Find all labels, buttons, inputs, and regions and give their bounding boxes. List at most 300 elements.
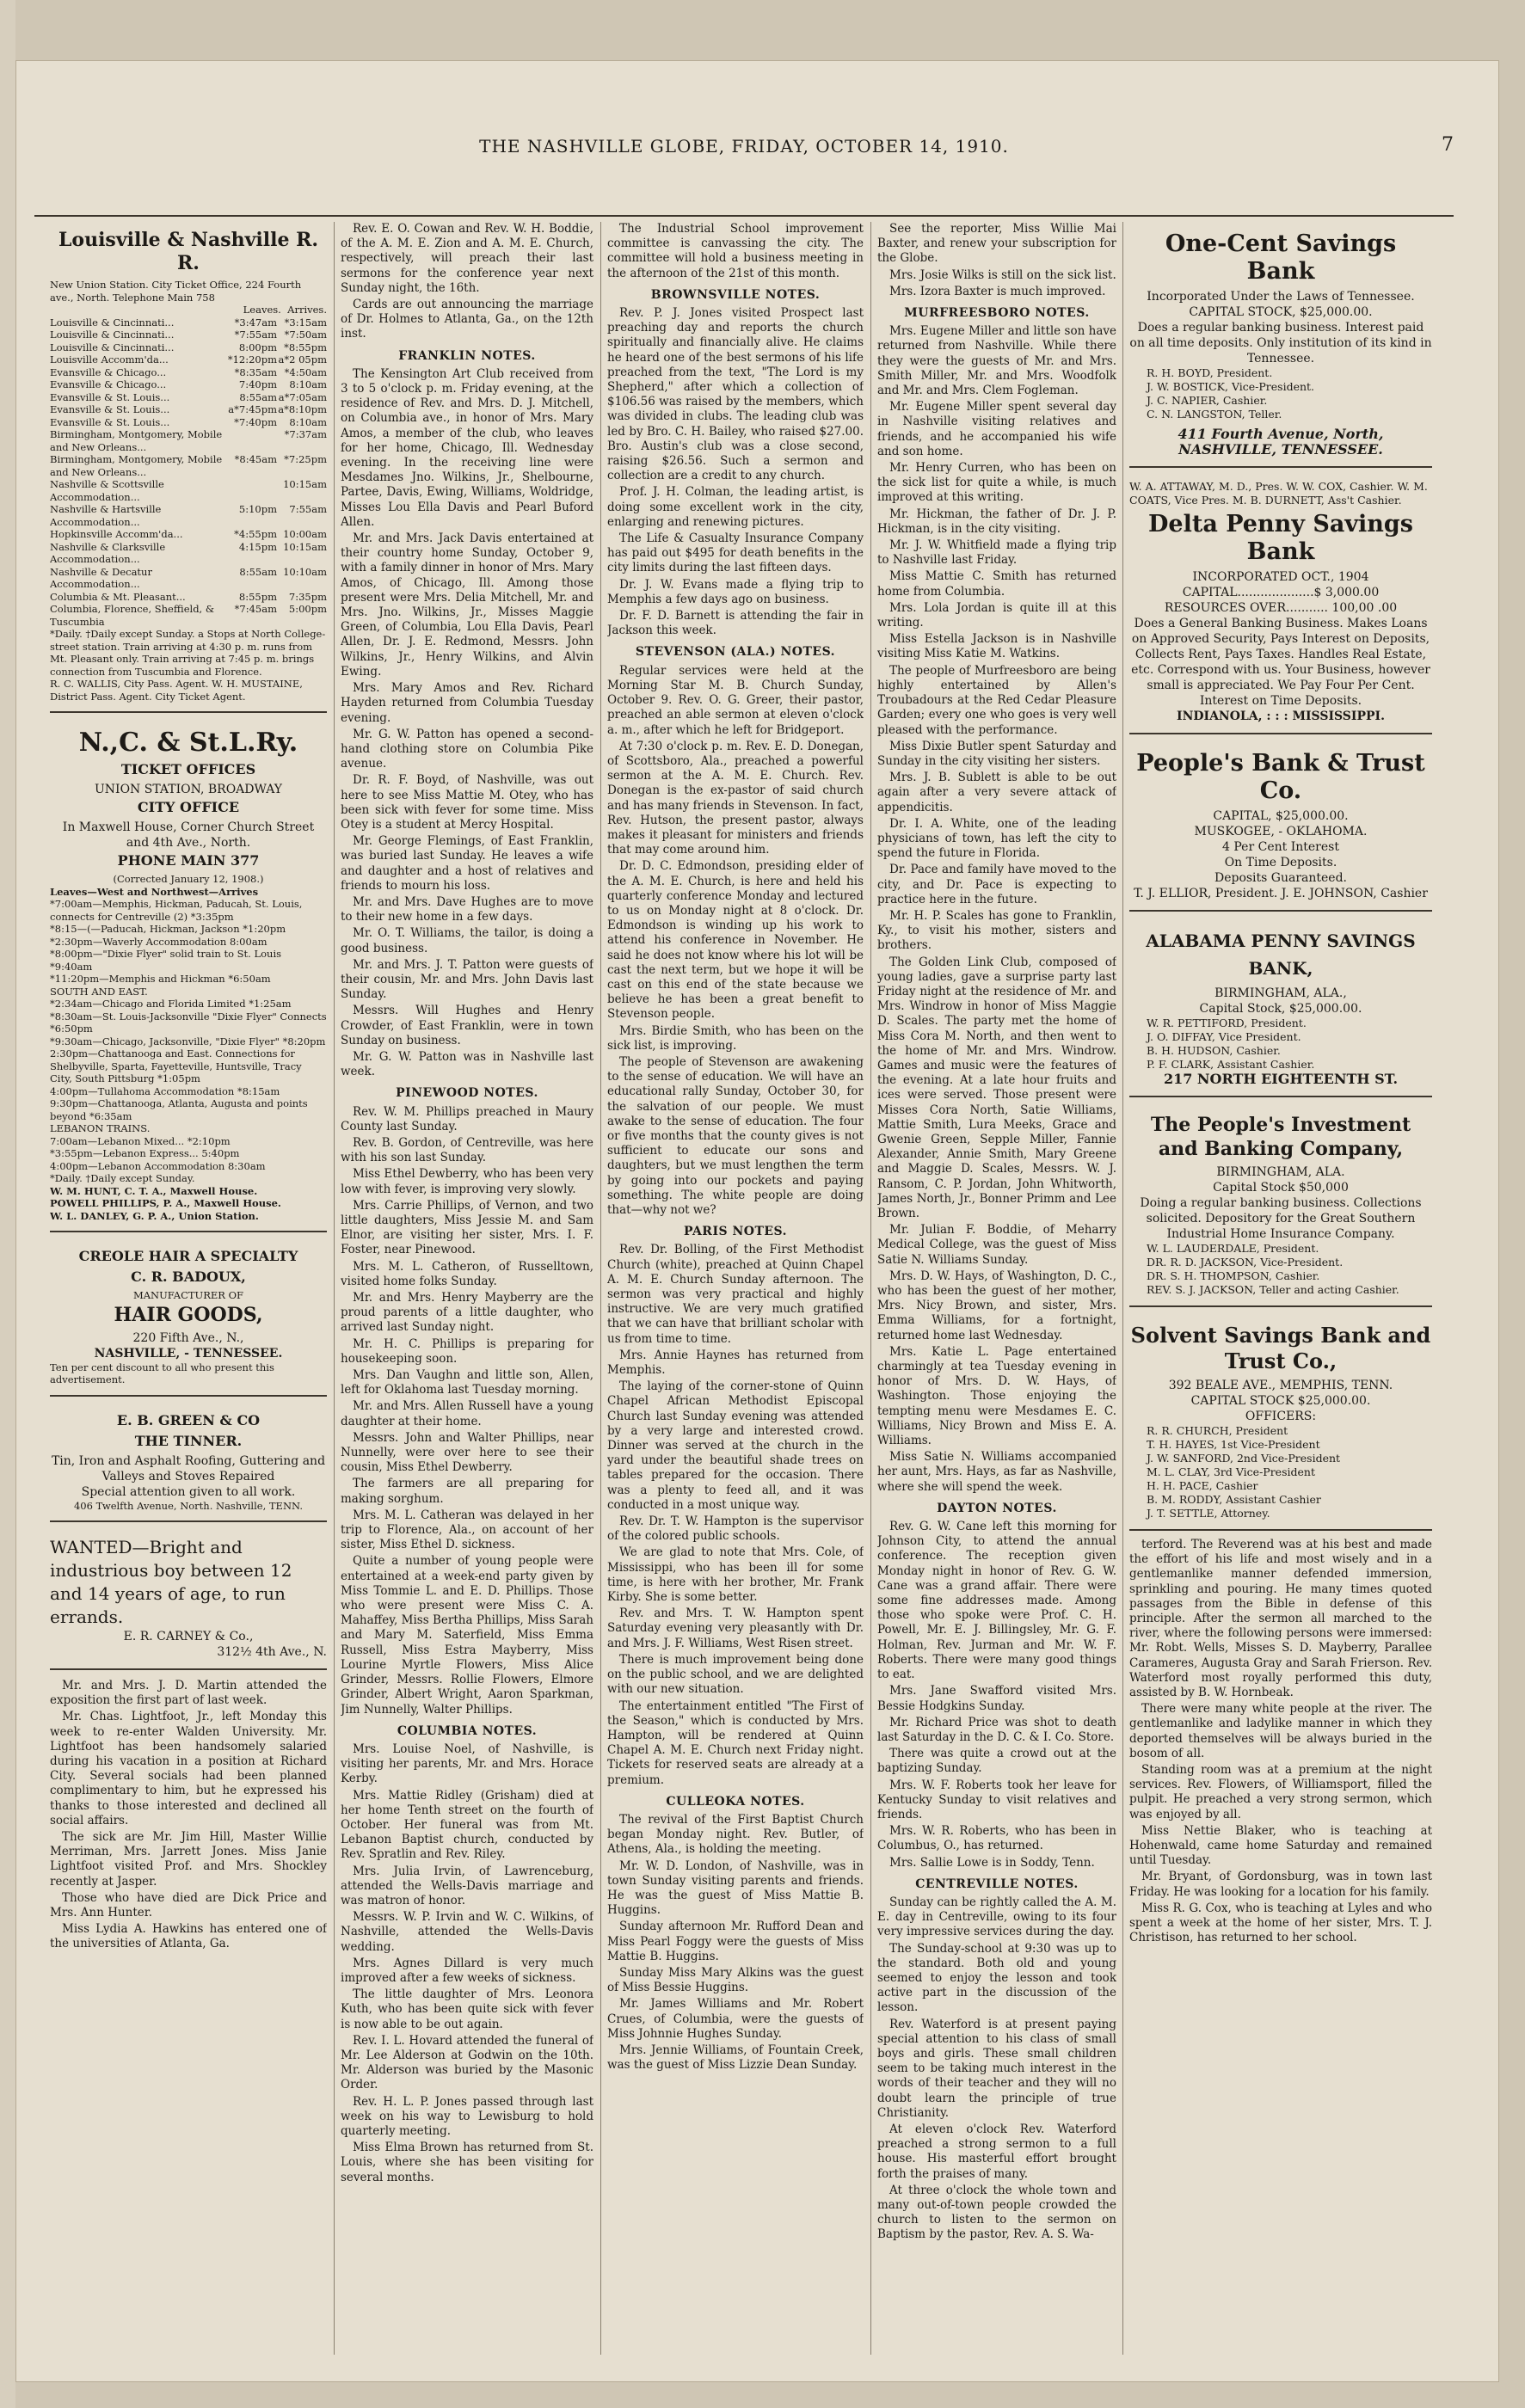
bank2-name: Delta Penny Savings Bank — [1148, 511, 1413, 565]
time: 4:15pm — [238, 540, 277, 553]
paragraph: Mr. Chas. Lightfoot, Jr., left Monday this week to re-enter Walden University. Mr. Lightfoot has been handsomely salaried during his vacation in a position at Richard City. Several socials had been planned complimentary to him, but he expressed his thanks to those interested and declined all social affairs. — [50, 1710, 327, 1828]
ln-table-head: Leaves. Arrives. — [243, 304, 327, 316]
paragraph: Incorporated Under the Laws of Tennessee. — [1147, 290, 1415, 304]
column-divider — [1122, 222, 1123, 2355]
route-name: Nashville & Clarksville Accommodation... — [50, 540, 166, 565]
paragraph: C. N. LANGSTON, Teller. — [1147, 408, 1282, 421]
green-line-5: 406 Twelfth Avenue, North. Nashville, TENN. — [73, 1499, 303, 1512]
murfreesboro-notes — [877, 324, 1116, 1495]
paragraph: Rev. Waterford is at present paying special attention to his class of small boys and girls. These small children seem to be taking much interest in the words of their teacher and they will no doubt learn the principle of true Christianity. — [877, 2017, 1116, 2120]
column-5 — [1129, 222, 1432, 2350]
col4-top-news — [877, 222, 1116, 299]
wanted-text: WANTED—Bright and industrious boy between 12 and 14 years of age, to run errands. — [50, 1537, 292, 1627]
paragraph: Prof. J. H. Colman, the leading artist, is doing some excellent work in the city, enlarging and renewing pictures. — [607, 485, 864, 529]
timetable-row: 4:00pm—Lebanon Accommodation 8:30am — [50, 1159, 266, 1172]
pinewood-heading: PINEWOOD NOTES. — [396, 1086, 538, 1101]
paragraph: Miss Estella Jackson is in Nashville visiting Miss Katie M. Watkins. — [877, 632, 1116, 661]
timetable-row — [50, 566, 327, 591]
paragraph: Doing a regular banking business. Collections solicited. Depository for the Great Southern Industrial Home Insurance Company. — [1140, 1196, 1422, 1241]
nc-phone: PHONE MAIN 377 — [117, 852, 260, 869]
green-line-4: Special attention given to all work. — [81, 1484, 296, 1499]
paragraph: Mrs. Agnes Dillard is very much improved after a few weeks of sickness. — [341, 1956, 593, 1985]
route-name: Louisville Accomm'da... — [50, 353, 169, 366]
paragraph: Rev. H. L. P. Jones passed through last week on his way to Lewisburg to hold quarterly meeting. — [341, 2094, 593, 2138]
column-1 — [50, 222, 327, 2350]
masthead — [34, 129, 1454, 163]
timetable-row — [50, 391, 327, 404]
paragraph: Mrs. Louise Noel, of Nashville, is visiting her parents, Mr. and Mrs. Horace Kerby. — [341, 1742, 593, 1786]
paragraph: BIRMINGHAM, ALA. — [1216, 1165, 1345, 1179]
time: *7:40pm — [234, 415, 277, 428]
time: 10:10am — [283, 565, 327, 578]
route-name: Nashville & Scottsville Accommodation... — [50, 478, 164, 503]
timetable-row — [50, 503, 327, 528]
nc-corrected: (Corrected January 12, 1908.) — [113, 873, 264, 885]
paragraph: Mrs. Katie L. Page entertained charmingly at tea Tuesday evening in honor of Mrs. D. W. Hays, of Washington. Those enjoying the tempting menu were Mesdames E. C. Williams, Nicy Brown and Miss E. A. Williams. — [877, 1344, 1116, 1448]
time: 8:55am — [239, 565, 277, 578]
paragraph: H. H. PACE, Cashier — [1147, 1479, 1258, 1492]
paragraph: Mrs. J. B. Sublett is able to be out again after a very severe attack of appendicitis. — [877, 771, 1116, 814]
paragraph: DR. R. D. JACKSON, Vice-President. — [1147, 1256, 1344, 1268]
paragraph: Mr. H. P. Scales has gone to Franklin, Ky., to visit his mother, sisters and brothers. — [877, 908, 1116, 953]
route-name: Evansville & St. Louis... — [50, 390, 170, 403]
nc-sub4: In Maxwell House, Corner Church Street and 4th Ave., North. — [62, 820, 315, 850]
timetable-row: *9:30am—Chicago, Jacksonville, "Dixie Flyer" *8:20pm — [50, 1035, 326, 1047]
route-name: Columbia & Mt. Pleasant... — [50, 590, 186, 603]
paragraph: Sunday Miss Mary Alkins was the guest of Miss Bessie Huggins. — [607, 1965, 864, 1995]
murfreesboro-heading: MURFREESBORO NOTES. — [904, 306, 1090, 321]
paragraph: R. H. BOYD, President. — [1147, 366, 1273, 379]
green-line-1: E. B. GREEN & CO — [116, 1411, 261, 1428]
paragraph: REV. S. J. JACKSON, Teller and acting Cashier. — [1147, 1283, 1399, 1296]
paragraph: Rev. and Mrs. T. W. Hampton spent Saturday evening very pleasantly with Dr. and Mrs. J. F. Williams, West Risen street. — [607, 1606, 864, 1650]
paragraph: Sunday can be rightly called the A. M. E. day in Centreville, owing to its four very impressive services during the day. — [877, 1895, 1116, 1939]
paragraph: Dr. D. C. Edmondson, presiding elder of the A. M. E. Church, is here and held his quarterly conference Monday and lectured to us on Monday night at 8 o'clock. Dr. Edmondson is winding up his work to attend his conference in November. He said he does not know where his lot will be cast the next term, but we hope it will be cast on this end of the state because we believe he has been a great benefit to Stevenson people. — [607, 859, 864, 1022]
bank6-lines — [1129, 1378, 1432, 1424]
nc-sub1: TICKET OFFICES — [120, 761, 256, 777]
paragraph: Messrs. John and Walter Phillips, near Nunnelly, were over here to see their cousin, Miss Ethel Dewberry. — [341, 1430, 593, 1475]
paragraph: Mrs. Dan Vaughn and little son, Allen, left for Oklahoma last Tuesday morning. — [341, 1368, 593, 1398]
time: 7:40pm — [238, 378, 277, 390]
time: *7:25pm — [284, 453, 327, 465]
bank4-name: ALABAMA PENNY SAVINGS BANK, — [1146, 931, 1416, 979]
paragraph: Miss Dixie Butler spent Saturday and Sunday in the city visiting her sisters. — [877, 739, 1116, 768]
timetable-row — [50, 453, 327, 478]
time: *8:35am — [234, 366, 277, 378]
timetable-row: LEBANON TRAINS. — [50, 1122, 151, 1134]
time: a*7:45pm — [228, 403, 277, 415]
paragraph: The entertainment entitled "The First of the Season," which is conducted by Mrs. Hampton, will be rendered at Quinn Chapel A. M. E. Church next Friday night. Tickets for reserved seats are already at a premium. — [607, 1698, 864, 1787]
column-divider — [334, 222, 335, 2355]
centreville-heading: CENTREVILLE NOTES. — [915, 1877, 1079, 1891]
paragraph: Mr. and Mrs. Allen Russell have a young daughter at their home. — [341, 1399, 593, 1428]
paragraph: R. R. CHURCH, President — [1147, 1424, 1288, 1437]
paragraph: The Sunday-school at 9:30 was up to the standard. Both old and young seemed to enjoy the lesson and took active part in the discussion of the lesson. — [877, 1941, 1116, 2015]
bank3-lines — [1129, 808, 1432, 886]
paragraph: Mr. Eugene Miller spent several day in Nashville visiting relatives and friends, and he accompanied his wife and son home. — [877, 400, 1116, 458]
bank5-lines — [1129, 1164, 1432, 1242]
ln-notes: *Daily. †Daily except Sunday. a Stops at North College-street station. Train arriving at 4:30 p. m. runs from Mt. Pleasant only. Train arriving at 7:45 p. m. brings connection from Tuscumbia and Florence. — [50, 628, 326, 678]
col1-news — [50, 1679, 327, 1952]
route-name: Evansville & Chicago... — [50, 378, 167, 390]
bank4-address: 217 NORTH EIGHTEENTH ST. — [1163, 1071, 1399, 1087]
green-line-3: Tin, Iron and Asphalt Roofing, Guttering and Valleys and Stoves Repaired — [51, 1453, 326, 1484]
agent-line: POWELL PHILLIPS, P. A., Maxwell House. — [50, 1197, 281, 1209]
col2-top-news — [341, 222, 593, 342]
paragraph: Mrs. Josie Wilks is still on the sick list. — [889, 267, 1116, 282]
time: 8:55pm — [238, 590, 277, 603]
route-name: Louisville & Cincinnati... — [50, 329, 175, 341]
paragraph: Mr. and Mrs. Dave Hughes are to move to their new home in a few days. — [341, 894, 593, 924]
page-title: THE NASHVILLE GLOBE, FRIDAY, OCTOBER 14, 1910. — [479, 136, 1009, 157]
column-divider — [870, 222, 871, 2355]
paragraph: Mrs. Izora Baxter is much improved. — [889, 284, 1106, 298]
time: 8:00pm — [238, 341, 277, 353]
paragraph: The people of Murfreesboro are being highly entertained by Allen's Troubadours at the Red Cedar Pleasure Garden; every one who goes is very well pleased with the performance. — [877, 663, 1116, 737]
paragraph: B. H. HUDSON, Cashier. — [1147, 1044, 1281, 1057]
time: *3:47am — [234, 316, 277, 329]
timetable-row — [50, 366, 327, 379]
time: 8:10am — [289, 378, 327, 390]
paragraph: Deposits Guaranteed. — [1214, 871, 1348, 885]
creole-line-1: CREOLE HAIR A SPECIALTY — [78, 1248, 298, 1264]
bank3-officers: T. J. ELLIOR, President. J. E. JOHNSON, Cashier — [1134, 887, 1428, 900]
paragraph: Mrs. Mattie Ridley (Grisham) died at her home Tenth street on the fourth of October. Her funeral was from Mt. Lebanon Baptist church, conducted by Rev. Spratlin and Rev. Riley. — [341, 1788, 593, 1862]
paragraph: CAPITAL STOCK, $25,000.00. — [1189, 305, 1373, 319]
time: 10:15am — [283, 540, 327, 553]
col3-top-news — [607, 222, 864, 281]
paragraph: Mr. G. W. Patton was in Nashville last week. — [341, 1049, 593, 1079]
timetable-row: *Daily. †Daily except Sunday. — [50, 1172, 195, 1184]
creole-line-6: NASHVILLE, - TENNESSEE. — [94, 1346, 283, 1361]
paragraph: Dr. I. A. White, one of the leading physicians of town, has left the city to spend the future in Florida. — [877, 816, 1116, 861]
timetable-row — [50, 591, 327, 604]
paragraph: Dr. J. W. Evans made a flying trip to Memphis a few days ago on business. — [607, 577, 864, 606]
paragraph: Mrs. Jennie Williams, of Fountain Creek, was the guest of Miss Lizzie Dean Sunday. — [607, 2042, 864, 2073]
paragraph: Cards are out announcing the marriage of Dr. Holmes to Atlanta, Ga., on the 12th inst. — [341, 298, 593, 341]
column-3 — [607, 222, 864, 2350]
paragraph: Mr. O. T. Williams, the tailor, is doing a good business. — [341, 926, 593, 955]
paragraph: The Kensington Art Club received from 3 to 5 o'clock p. m. Friday evening, at the residence of Rev. and Mrs. D. J. Mitchell, on Columbia ave., in honor of Mrs. Mary Amos, a member of the club, who leaves for her home, Chicago, Ill. Wednesday evening. In the receiving line were Mesdames Jno. Wilkins, Jr., Shelbourne, Partee, Davis, Ewing, Williams, Woldridge, Misses Lou Ella Davis and Pearl Buford Allen. — [341, 366, 593, 529]
time: *7:37am — [284, 428, 327, 440]
timetable-row — [50, 316, 327, 329]
paragraph: OFFICERS: — [1245, 1410, 1317, 1423]
creole-line-3: MANUFACTURER OF — [132, 1289, 244, 1301]
bank1-officers — [1129, 366, 1432, 421]
paragraph: M. L. CLAY, 3rd Vice-President — [1147, 1465, 1315, 1478]
route-name: Evansville & St. Louis... — [50, 403, 170, 415]
paragraph: Mr. W. D. London, of Nashville, was in town Sunday visiting parents and friends. He was the guest of Miss Mattie B. Huggins. — [607, 1858, 864, 1918]
culleoka-notes — [607, 1813, 864, 2073]
time: 8:55am — [239, 390, 277, 403]
bank6-officers — [1129, 1424, 1432, 1520]
green-line-2: THE TINNER. — [134, 1432, 243, 1449]
paragraph: The laying of the corner-stone of Quinn Chapel African Methodist Episcopal Church last Sunday evening was attended by a very large and interested crowd. Dinner was served at the church in the yard under the beautiful shade trees on tables prepared for the occasion. There was a plenty to feed all, and it was conducted in a most unique way. — [607, 1379, 864, 1512]
paragraph: P. F. CLARK, Assistant Cashier. — [1147, 1058, 1315, 1071]
paragraph: DR. S. H. THOMPSON, Cashier. — [1147, 1269, 1320, 1282]
timetable-row — [50, 428, 327, 453]
time: *4:55pm — [234, 528, 277, 540]
paragraph: The people of Stevenson are awakening to the sense of education. We will have an educational rally Sunday, October 30, for the salvation of our people. We must awake to the sense of education. The four or five months that the county gives is not sufficient to educate our sons and daughters, but we must lengthen the term by going into our pockets and paying something. The white people are doing that—why not we? — [607, 1054, 864, 1217]
paragraph: INCORPORATED OCT., 1904 — [1192, 570, 1369, 584]
bank1-address: 411 Fourth Avenue, North, NASHVILLE, TENNESSEE. — [1178, 426, 1384, 458]
bank2-officers: W. A. ATTAWAY, M. D., Pres. W. W. COX, Cashier. W. M. COATS, Vice Pres. M. B. DURNETT, Ass't Cashier. — [1129, 480, 1428, 507]
column-divider — [600, 222, 601, 2355]
paragraph: Messrs. W. P. Irvin and W. C. Wilkins, of Nashville, attended the Wells-Davis wedding. — [341, 1910, 593, 1954]
timetable-row: 7:00am—Lebanon Mixed... *2:10pm — [50, 1134, 231, 1147]
time: *7:55am — [234, 329, 277, 341]
paragraph: The revival of the First Baptist Church began Monday night. Rev. Butler, of Athens, Ala., is holding the meeting. — [607, 1812, 864, 1857]
route-name: Nashville & Decatur Accommodation... — [50, 565, 152, 590]
bank4-officers — [1129, 1017, 1432, 1072]
creole-line-5: 220 Fifth Ave., N., — [132, 1330, 244, 1345]
timetable-row — [50, 403, 327, 416]
bank2-lines — [1129, 569, 1432, 709]
column-2 — [341, 222, 593, 2350]
paragraph: CAPITAL, $25,000.00. — [1213, 809, 1349, 823]
timetable-row: *8:15—(—Paducah, Hickman, Jackson *1:20pm — [50, 923, 286, 935]
time: *3:15am — [284, 316, 327, 329]
column-4 — [877, 222, 1116, 2350]
paragraph: Rev. G. W. Cane left this morning for Johnson City, to attend the annual conference. The reception given Monday night in honor of Rev. G. W. Cane was a grand affair. There were some fine addresses made. Among those who spoke were Prof. C. H. Powell, Mr. E. J. Billingsley, Mr. G. F. Holman, Rev. Jurman and Mr. W. F. Roberts. There were many good things to eat. — [877, 1520, 1116, 1682]
time: *7:50am — [284, 329, 327, 341]
nc-railroad-ad — [50, 722, 327, 1232]
paragraph: We are glad to note that Mrs. Cole, of Mississippi, who has been ill for some time, is here with her brother, Mr. Frank Kirby. She is some better. — [607, 1545, 864, 1605]
paragraph: Mrs. Julia Irvin, of Lawrenceburg, attended the Wells-Davis marriage and was matron of honor. — [341, 1864, 593, 1907]
paragraph: B. M. RODDY, Assistant Cashier — [1147, 1493, 1321, 1506]
scan-edge — [0, 0, 15, 2408]
paragraph: There were many white people at the river. The gentlemanlike and ladylike manner in which they deported themselves will be always buried in the bosom of all. — [1129, 1702, 1432, 1760]
paragraph: The sick are Mr. Jim Hill, Master Willie Merriman, Mrs. Jarrett Jones. Miss Janie Lightfoot visited Prof. and Mrs. Shockley recently at Jasper. — [50, 1830, 327, 1889]
columbia-notes — [341, 1742, 593, 2185]
timetable-row — [50, 603, 327, 628]
time — [227, 478, 277, 503]
paragraph: terford. The Reverend was at his best and made the effort of his life and most wisely and in a gentlemanlike manner defended immersion, sprinkling and pouring. He many times quoted passages from the Bible in defense of this principle. After the sermon all marched to the river, where the following persons were immersed: Mr. Robt. Wells, Misses S. D. Mayberry, Parallee Carameres, Augusta Gray and Sarah Frierson. Rev. Waterford most royally performed this duty, assisted by B. W. Hornbeak. — [1129, 1538, 1432, 1700]
ln-title: Louisville & Nashville R. R. — [58, 229, 319, 274]
peoples-bank-trust-ad — [1129, 741, 1432, 912]
paragraph: Mrs. M. L. Catheran was delayed in her trip to Florence, Ala., on account of her sister, Miss Ethel D. sickness. — [341, 1508, 593, 1552]
time: 7:55am — [289, 503, 327, 515]
solvent-savings-bank-ad — [1129, 1314, 1432, 1531]
header-rule — [34, 215, 1454, 217]
paragraph: Miss Elma Brown has returned from St. Louis, where she has been visiting for several months. — [341, 2141, 593, 2184]
paragraph: Does a regular banking business. Interest paid on all time deposits. Only institution of its kind in Tennessee. — [1129, 321, 1432, 366]
paragraph: Mrs. Carrie Phillips, of Vernon, and two little daughters, Miss Jessie M. and Sam Elnor, are visiting her sister, Mrs. I. F. Foster, near Pinewood. — [341, 1198, 593, 1257]
time — [227, 428, 277, 453]
time: 5:00pm — [288, 603, 327, 615]
stevenson-notes — [607, 664, 864, 1219]
centreville-notes — [877, 1895, 1116, 2243]
timetable-row — [50, 378, 327, 391]
paragraph: At eleven o'clock Rev. Waterford preached a strong sermon to a full house. His masterful effort brought forth the praises of many. — [877, 2122, 1116, 2181]
route-name: Evansville & Chicago... — [50, 366, 167, 378]
bank5-name: The People's Investment and Banking Company, — [1150, 1114, 1411, 1160]
ln-signature: R. C. WALLIS, City Pass. Agent. W. H. MUSTAINE, District Pass. Agent. City Ticket Agent. — [50, 678, 303, 703]
route-name: Columbia, Florence, Sheffield, & Tuscumbia — [50, 603, 215, 628]
paragraph: Dr. F. D. Barnett is attending the fair in Jackson this week. — [607, 609, 864, 638]
bank1-lines — [1129, 289, 1432, 366]
paragraph: Mr. and Mrs. Henry Mayberry are the proud parents of a little daughter, who arrived last Sunday night. — [341, 1291, 593, 1335]
agent-line: W. M. HUNT, C. T. A., Maxwell House. — [50, 1184, 258, 1197]
paragraph: Miss Mattie C. Smith has returned home from Columbia. — [877, 569, 1116, 599]
paragraph: On Time Deposits. — [1224, 856, 1337, 869]
nc-timetable — [50, 898, 327, 1185]
dayton-heading: DAYTON NOTES. — [937, 1501, 1057, 1515]
time: 5:10pm — [238, 503, 277, 515]
paragraph: BIRMINGHAM, ALA., — [1214, 986, 1347, 1000]
route-name: Evansville & St. Louis... — [50, 415, 170, 428]
timetable-row — [50, 329, 327, 341]
paragraph: J. T. SETTLE, Attorney. — [1147, 1507, 1270, 1520]
paragraph: Those who have died are Dick Price and Mrs. Ann Hunter. — [50, 1890, 327, 1920]
bank2-place: INDIANOLA, : : : MISSISSIPPI. — [1177, 710, 1385, 723]
paragraph: Miss Satie N. Williams accompanied her aunt, Mrs. Hays, as far as Nashville, where she will spend the week. — [877, 1450, 1116, 1494]
ln-timetable — [50, 316, 327, 629]
paragraph: Rev. P. J. Jones visited Prospect last preaching day and reports the church spiritually and financially alive. He claims he heard one of the best sermons of his life preached from the text, "The Lord is my Shepherd," after which a collection of $106.56 was raised by the members, which was divided in clubs. The leading club was led by Bro. C. H. Bailey, who raised $27.00. Bro. Austin's club was a close second, raising $26.56. Such a sermon and collection are a credit to any church. — [607, 306, 864, 483]
creole-line-4: HAIR GOODS, — [114, 1303, 263, 1326]
creole-line-2: C. R. BADOUX, — [131, 1268, 246, 1285]
timetable-row: *8:00pm—"Dixie Flyer" solid train to St. Louis *9:40am — [50, 948, 282, 973]
bank6-name: Solvent Savings Bank and Trust Co., — [1130, 1323, 1431, 1373]
nc-sub3: CITY OFFICE — [137, 799, 240, 815]
paragraph: Mr. Richard Price was shot to death last Saturday in the D. C. & I. Co. Store. — [877, 1715, 1116, 1744]
paragraph: RESOURCES OVER........... 100,00 .00 — [1164, 601, 1398, 615]
timetable-row — [50, 528, 327, 541]
timetable-row: 9:30pm—Chattanooga, Atlanta, Augusta and points beyond *6:35am — [50, 1097, 308, 1122]
paragraph: Mrs. Annie Haynes has returned from Memphis. — [607, 1348, 864, 1378]
paragraph: Mrs. Jane Swafford visited Mrs. Bessie Hodgkins Sunday. — [877, 1684, 1116, 1713]
timetable-row: *8:30am—St. Louis-Jacksonville "Dixie Flyer" Connects *6:50pm — [50, 1010, 327, 1035]
delta-penny-savings-bank-ad — [1129, 475, 1432, 734]
ln-railroad-ad — [50, 222, 327, 713]
wanted-sign: E. R. CARNEY & Co., — [123, 1630, 254, 1643]
paragraph: Mrs. D. W. Hays, of Washington, D. C., who has been the guest of her mother, Mrs. Nicy Brown, and sister, Mrs. Emma Williams, for a fortnight, returned home last Wednesday. — [877, 1268, 1116, 1342]
paragraph: CAPITAL....................$ 3,000.00 — [1182, 586, 1380, 599]
paragraph: Mr. H. C. Phillips is preparing for housekeeping soon. — [341, 1336, 593, 1366]
paragraph: At three o'clock the whole town and many out-of-town people crowded the church to listen to the sermon on Baptism by the pastor, Rev. A. S. Wa- — [877, 2183, 1116, 2242]
paragraph: Mrs. M. L. Catheron, of Russelltown, visited home folks Sunday. — [341, 1259, 593, 1288]
bank3-name: People's Bank & Trust Co. — [1136, 750, 1425, 804]
time: 7:35pm — [288, 590, 327, 603]
nc-sub2: UNION STATION, BROADWAY — [95, 783, 282, 796]
paragraph: The Life & Casualty Insurance Company has paid out $495 for death benefits in the city limits during the last fifteen days. — [607, 531, 864, 575]
time: a*7:05am — [278, 390, 327, 403]
paris-heading: PARIS NOTES. — [683, 1225, 788, 1239]
paragraph: Mr. Henry Curren, who has been on the sick list for quite a while, is much improved at this writing. — [877, 461, 1116, 505]
franklin-notes — [341, 367, 593, 1080]
paragraph: At 7:30 o'clock p. m. Rev. E. D. Donegan, of Scottsboro, Ala., preached a powerful sermon at the A. M. E. Church. Rev. Donegan is the ex-pastor of said church and has many friends in Stevenson. In fact, Rev. Hutson, the present pastor, always makes it pleasant for ministers and friends that may come around him. — [607, 739, 864, 857]
paragraph: J. O. DIFFAY, Vice President. — [1147, 1030, 1301, 1043]
creole-hair-ad — [50, 1241, 327, 1397]
paragraph: Quite a number of young people were entertained at a week-end party given by Miss Tommie L. and E. D. Phillips. Those who were present were Miss C. A. Mahaffey, Miss Bertha Phillips, Miss Sarah and Mary M. Saterfield, Miss Emma Russell, Miss Estra Mayberry, Miss Lourine Myrtle Flowers, Miss Alice Grinder, Messrs. Rollie Flowers, Elmore Grinder, Albert Wright, Aaron Sparkman, Jim Nunnelly, Walter Phillips. — [341, 1554, 593, 1717]
paragraph: J. C. NAPIER, Cashier. — [1147, 394, 1268, 407]
columbia-heading: COLUMBIA NOTES. — [397, 1723, 538, 1738]
paragraph: Rev. W. M. Phillips preached in Maury County last Sunday. — [341, 1104, 593, 1133]
brownsville-heading: BROWNSVILLE NOTES. — [650, 287, 821, 302]
paragraph: Capital Stock $50,000 — [1213, 1181, 1349, 1195]
time: a*2 05pm — [278, 353, 327, 366]
route-name: Nashville & Hartsville Accommodation... — [50, 503, 162, 528]
timetable-row — [50, 416, 327, 429]
page-number: 7 — [1442, 134, 1454, 156]
timetable-row — [50, 341, 327, 354]
time: 10:15am — [283, 478, 327, 490]
paragraph: Mr. George Flemings, of East Franklin, was buried last Sunday. He leaves a wife and daughter and a host of relatives and friends to mourn his loss. — [341, 834, 593, 893]
paragraph: W. R. PETTIFORD, President. — [1147, 1017, 1307, 1029]
time: *4:50am — [284, 366, 327, 378]
paragraph: Mrs. Eugene Miller and little son have returned from Nashville. While there they were the guests of Mr. and Mrs. Smith Miller, Mr. and Mrs. Woodfolk and Mr. and Mrs. Clem Fogleman. — [877, 324, 1116, 398]
paragraph: There was quite a crowd out at the baptizing Sunday. — [877, 1747, 1116, 1776]
culleoka-heading: CULLEOKA NOTES. — [666, 1794, 805, 1809]
paragraph: Sunday afternoon Mr. Rufford Dean and Miss Pearl Foggy were the guests of Miss Mattie B. Huggins. — [607, 1920, 864, 1963]
timetable-row: 4:00pm—Tullahoma Accommodation *8:15am — [50, 1084, 280, 1097]
creole-line-7: Ten per cent discount to all who present this advertisement. — [50, 1361, 274, 1385]
bank4-lines — [1129, 986, 1432, 1017]
time: a*8:10pm — [278, 403, 327, 415]
timetable-row — [50, 478, 327, 503]
paragraph: The little daughter of Mrs. Leonora Kuth, who has been quite sick with fever is now able to be out again. — [341, 1987, 593, 2031]
paragraph: There is much improvement being done on the public school, and we are delighted with our new situation. — [607, 1652, 864, 1697]
paris-notes — [607, 1243, 864, 1787]
paragraph: See the reporter, Miss Willie Mai Baxter, and renew your subscription for the Globe. — [877, 222, 1116, 266]
route-name: Birmingham, Montgomery, Mobile and New Orleans... — [50, 453, 223, 478]
time: *8:55pm — [284, 341, 327, 353]
stevenson-heading: STEVENSON (ALA.) NOTES. — [635, 645, 836, 660]
paragraph: The farmers are all preparing for making sorghum. — [341, 1477, 593, 1506]
paragraph: Miss R. G. Cox, who is teaching at Lyles and who spent a week at the home of her sister, Mrs. T. J. Christison, has returned to her school. — [1129, 1901, 1432, 1945]
time: 10:00am — [283, 528, 327, 540]
paragraph: Mr. and Mrs. Jack Davis entertained at their country home Sunday, October 9, with a family dinner in honor of Mrs. Mary Amos, of Chicago, Ill. Among those present were Mrs. Delia Mitchell, Mr. and Mrs. Jno. Wilkins, Jr., Misses Maggie Green, of Columbia, Lou Ella Davis, Pearl Allen, Dr. J. E. Redmond, Messrs. John Wilkins, Jr., Henry Wilkins, and Alvin Ewing. — [341, 531, 593, 679]
wanted-addr: 312½ 4th Ave., N. — [217, 1645, 327, 1659]
paragraph: Mr. J. W. Whitfield made a flying trip to Nashville last Friday. — [877, 538, 1116, 568]
paragraph: Mrs. Birdie Smith, who has been on the sick list, is improving. — [607, 1023, 864, 1053]
route-name: Louisville & Cincinnati... — [50, 316, 175, 329]
timetable-row: SOUTH AND EAST. — [50, 985, 148, 998]
paragraph: Mrs. Sallie Lowe is in Soddy, Tenn. — [889, 1855, 1095, 1870]
paragraph: Mr. Hickman, the father of Dr. J. P. Hickman, is in the city visiting. — [877, 507, 1116, 536]
time: 8:10am — [289, 415, 327, 428]
route-name: Birmingham, Montgomery, Mobile and New Orleans... — [50, 428, 223, 453]
dayton-notes — [877, 1520, 1116, 1870]
time: *8:45am — [234, 453, 277, 465]
paragraph: The Industrial School improvement committee is canvassing the city. The committee will hold a business meeting in the afternoon of the 21st of this month. — [607, 222, 864, 280]
timetable-row: 2:30pm—Chattanooga and East. Connections for Shelbyville, Sparta, Fayetteville, Huntsville, Tracy City, South Pittsburg *1:05pm — [50, 1047, 302, 1084]
paragraph: Mrs. Lola Jordan is quite ill at this writing. — [877, 600, 1116, 630]
one-cent-savings-bank-ad — [1129, 222, 1432, 468]
paragraph: MUSKOGEE, - OKLAHOMA. — [1194, 825, 1368, 838]
paragraph: Mr. James Williams and Mr. Robert Crues, of Columbia, were the guests of Miss Johnnie Hughes Sunday. — [607, 1997, 864, 2041]
wanted-ad — [50, 1531, 327, 1670]
nc-signature — [50, 1185, 327, 1223]
paragraph: Rev. Dr. Bolling, of the First Methodist Church (white), preached at Quinn Chapel A. M. E. Church Sunday afternoon. The sermon was very practical and highly instructive. We are very much gratified that we can have that brilliant scholar with us from time to time. — [607, 1243, 864, 1346]
paragraph: Regular services were held at the Morning Star M. B. Church Sunday, October 9. Rev. O. G. Greer, their pastor, preached an able sermon at eleven o'clock a. m., after which he left for Bridgeport. — [607, 663, 864, 737]
green-tinner-ad — [50, 1405, 327, 1523]
paragraph: Capital Stock, $25,000.00. — [1199, 1002, 1362, 1016]
paragraph: Rev. Dr. T. W. Hampton is the supervisor of the colored public schools. — [607, 1514, 864, 1544]
franklin-heading: FRANKLIN NOTES. — [398, 348, 536, 363]
paragraph: 4 Per Cent Interest — [1222, 840, 1339, 854]
timetable-row: *3:55pm—Lebanon Express... 5:40pm — [50, 1147, 240, 1159]
paragraph: Rev. E. O. Cowan and Rev. W. H. Boddie, of the A. M. E. Zion and A. M. E. Church, respectively, will preach their last sermons for the conference year next Sunday night, the 16th. — [341, 222, 593, 295]
pinewood-notes — [341, 1105, 593, 1717]
paragraph: Standing room was at a premium at the night services. Rev. Flowers, of Williamsport, filled the pulpit. He preached a very strong sermon, which was enjoyed by all. — [1129, 1763, 1432, 1821]
paragraph: Mr. G. W. Patton has opened a second-hand clothing store on Columbia Pike avenue. — [341, 727, 593, 771]
bank5-officers — [1129, 1242, 1432, 1297]
paragraph: Mrs. W. F. Roberts took her leave for Kentucky Sunday to visit relatives and friends. — [877, 1778, 1116, 1821]
paragraph: CAPITAL STOCK $25,000.00. — [1190, 1394, 1371, 1408]
peoples-investment-banking-ad — [1129, 1104, 1432, 1307]
brownsville-notes — [607, 306, 864, 638]
